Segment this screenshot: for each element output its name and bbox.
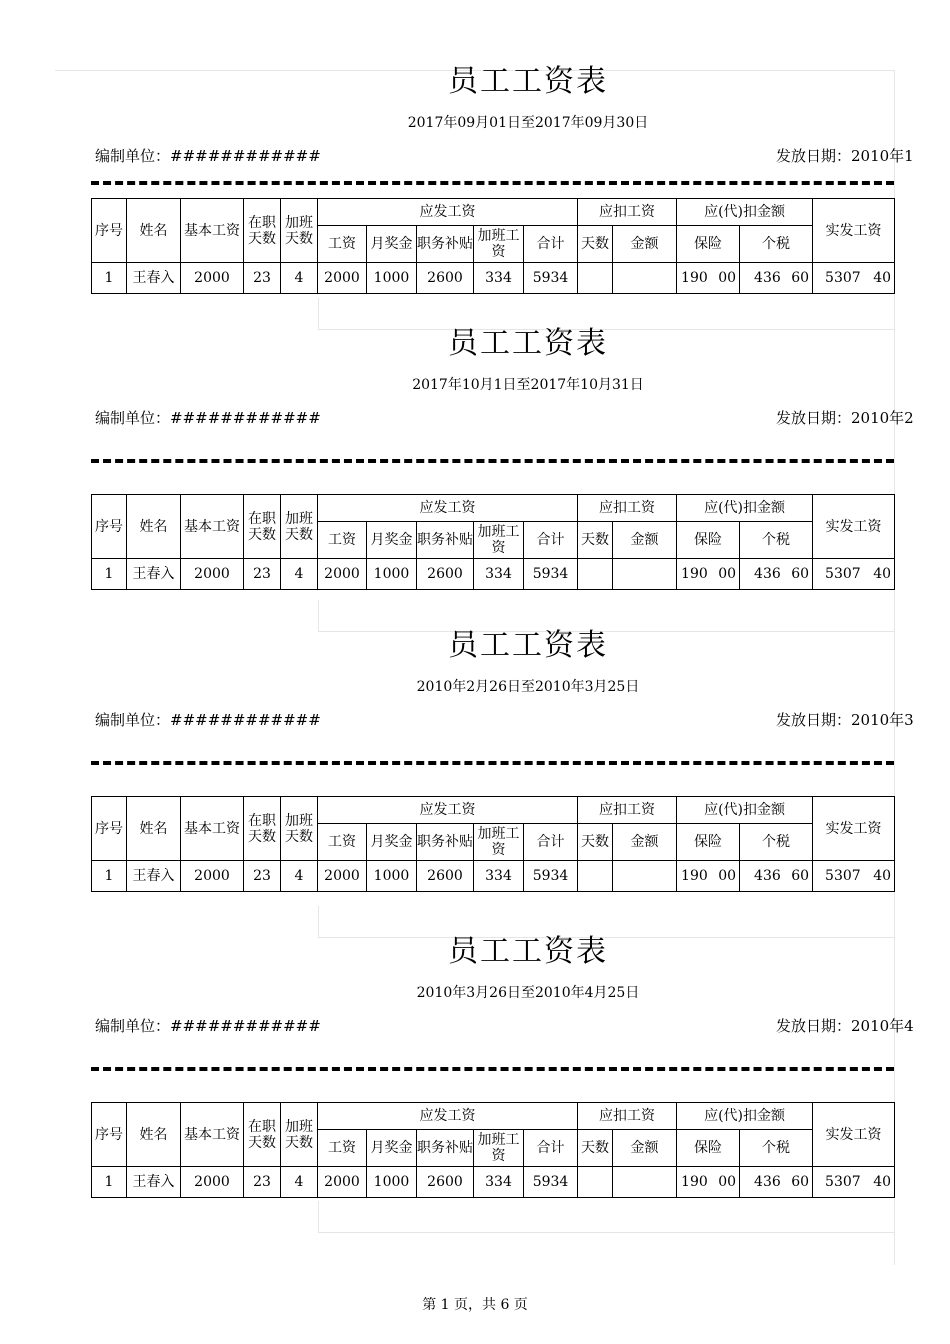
header-overtime-days: 加班天数 [281, 797, 318, 861]
cell-insurance [677, 861, 740, 892]
header-net-pay: 实发工资 [813, 1103, 895, 1167]
header-insurance: 保险 [677, 522, 740, 559]
header-deduction: 应扣工资 [578, 495, 677, 522]
header-tax: 个税 [740, 824, 813, 861]
header-base-salary: 基本工资 [181, 199, 244, 263]
cell-bonus: 1000 [367, 861, 417, 892]
header-days-employed: 在职天数 [244, 199, 281, 263]
header-overtime-pay: 加班工资 [474, 226, 524, 263]
cell-tax [740, 1167, 813, 1198]
header-gross-pay: 应发工资 [318, 797, 578, 824]
tax-decimal: 60 [791, 868, 810, 884]
cell-total: 5934 [524, 861, 578, 892]
tax-integer: 436 [754, 1174, 781, 1190]
cell-ot-days: 4 [281, 861, 318, 892]
header-base-salary: 基本工资 [181, 495, 244, 559]
cell-name: 王春入 [127, 861, 181, 892]
cell-wage: 2000 [318, 559, 367, 590]
header-name: 姓名 [127, 797, 181, 861]
header-tax: 个税 [740, 522, 813, 559]
header-total: 合计 [524, 824, 578, 861]
header-net-pay: 实发工资 [813, 797, 895, 861]
net-integer: 5307 [825, 1174, 861, 1190]
salary-table [91, 1102, 895, 1198]
cell-tax [740, 559, 813, 590]
cell-seq: 1 [92, 861, 127, 892]
pay-period: 2017年09月01日至2017年09月30日 [407, 115, 649, 131]
cell-ot-pay: 334 [474, 559, 524, 590]
cell-ded-amount [613, 263, 677, 294]
header-insurance: 保险 [677, 824, 740, 861]
cell-base: 2000 [181, 861, 244, 892]
table-row [92, 861, 895, 892]
header-days-employed: 在职天数 [244, 1103, 281, 1167]
cell-days: 23 [244, 861, 281, 892]
cell-allowance: 2600 [417, 1167, 474, 1198]
salary-sheet-4 [0, 934, 950, 1240]
header-deduction-amount: 金额 [613, 226, 677, 263]
cell-ded-days [578, 559, 613, 590]
cell-ot-pay: 334 [474, 861, 524, 892]
header-overtime-days: 加班天数 [281, 495, 318, 559]
pay-date: 发放日期：2010年3 [776, 711, 914, 729]
cell-ot-days: 4 [281, 1167, 318, 1198]
insurance-integer: 190 [681, 270, 708, 286]
header-name: 姓名 [127, 199, 181, 263]
header-wage: 工资 [318, 226, 367, 263]
cell-tax [740, 861, 813, 892]
page-number: 第 1 页，共 6 页 [422, 1297, 528, 1313]
cell-name: 王春入 [127, 1167, 181, 1198]
header-gross-pay: 应发工资 [318, 1103, 578, 1130]
sheet-title: 员工工资表 [448, 64, 608, 99]
cell-days: 23 [244, 263, 281, 294]
cell-name: 王春入 [127, 559, 181, 590]
header-wage: 工资 [318, 1130, 367, 1167]
cell-insurance [677, 559, 740, 590]
salary-sheet-3 [0, 628, 950, 934]
header-overtime-days: 加班天数 [281, 1103, 318, 1167]
cell-days: 23 [244, 1167, 281, 1198]
header-days-employed: 在职天数 [244, 797, 281, 861]
cell-tax [740, 263, 813, 294]
sheet-title: 员工工资表 [448, 628, 608, 663]
header-allowance: 职务补贴 [417, 824, 474, 861]
header-wage: 工资 [318, 824, 367, 861]
cell-allowance: 2600 [417, 861, 474, 892]
dashed-divider [91, 181, 894, 185]
sheet-title: 员工工资表 [448, 934, 608, 969]
tax-decimal: 60 [791, 1174, 810, 1190]
header-deduction-amount: 金额 [613, 1130, 677, 1167]
header-deduction: 应扣工资 [578, 199, 677, 226]
cell-allowance: 2600 [417, 263, 474, 294]
header-deduction-days: 天数 [578, 824, 613, 861]
header-withholding: 应(代)扣金额 [677, 199, 813, 226]
header-seq: 序号 [92, 199, 127, 263]
net-decimal: 40 [873, 566, 892, 582]
header-overtime-days: 加班天数 [281, 199, 318, 263]
cell-ded-days [578, 263, 613, 294]
header-gross-pay: 应发工资 [318, 199, 578, 226]
cell-wage: 2000 [318, 861, 367, 892]
header-deduction: 应扣工资 [578, 797, 677, 824]
insurance-decimal: 00 [718, 270, 737, 286]
net-decimal: 40 [873, 270, 892, 286]
cell-base: 2000 [181, 559, 244, 590]
header-bonus: 月奖金 [367, 824, 417, 861]
net-decimal: 40 [873, 868, 892, 884]
dashed-divider [91, 761, 894, 765]
salary-table [91, 494, 895, 590]
header-overtime-pay: 加班工资 [474, 824, 524, 861]
salary-table [91, 198, 895, 294]
pay-date: 发放日期：2010年1 [776, 147, 914, 165]
cell-total: 5934 [524, 1167, 578, 1198]
cell-wage: 2000 [318, 1167, 367, 1198]
header-allowance: 职务补贴 [417, 226, 474, 263]
header-gross-pay: 应发工资 [318, 495, 578, 522]
cell-net [813, 1167, 895, 1198]
header-days-employed: 在职天数 [244, 495, 281, 559]
cell-net [813, 559, 895, 590]
header-name: 姓名 [127, 1103, 181, 1167]
insurance-decimal: 00 [718, 566, 737, 582]
cell-ot-days: 4 [281, 559, 318, 590]
pay-period: 2010年2月26日至2010年3月25日 [416, 679, 640, 695]
cell-base: 2000 [181, 1167, 244, 1198]
header-name: 姓名 [127, 495, 181, 559]
header-allowance: 职务补贴 [417, 522, 474, 559]
header-tax: 个税 [740, 1130, 813, 1167]
cell-net [813, 861, 895, 892]
tax-integer: 436 [754, 270, 781, 286]
cell-ot-pay: 334 [474, 263, 524, 294]
net-decimal: 40 [873, 1174, 892, 1190]
issuing-unit: 编制单位：############ [95, 147, 321, 165]
cell-bonus: 1000 [367, 263, 417, 294]
tax-integer: 436 [754, 566, 781, 582]
header-base-salary: 基本工资 [181, 797, 244, 861]
cell-total: 5934 [524, 263, 578, 294]
table-row [92, 559, 895, 590]
cell-ded-amount [613, 1167, 677, 1198]
header-tax: 个税 [740, 226, 813, 263]
tax-decimal: 60 [791, 566, 810, 582]
pay-date: 发放日期：2010年2 [776, 409, 914, 427]
cell-ot-days: 4 [281, 263, 318, 294]
cell-ot-pay: 334 [474, 1167, 524, 1198]
salary-sheet-2 [0, 326, 950, 632]
pay-period: 2017年10月1日至2017年10月31日 [412, 377, 644, 393]
cell-wage: 2000 [318, 263, 367, 294]
net-integer: 5307 [825, 270, 861, 286]
header-deduction-days: 天数 [578, 522, 613, 559]
cell-days: 23 [244, 559, 281, 590]
header-seq: 序号 [92, 1103, 127, 1167]
cell-seq: 1 [92, 263, 127, 294]
cell-ded-days [578, 1167, 613, 1198]
header-withholding: 应(代)扣金额 [677, 797, 813, 824]
cell-seq: 1 [92, 559, 127, 590]
pay-period: 2010年3月26日至2010年4月25日 [416, 985, 640, 1001]
insurance-integer: 190 [681, 868, 708, 884]
header-total: 合计 [524, 1130, 578, 1167]
header-deduction-amount: 金额 [613, 824, 677, 861]
issuing-unit: 编制单位：############ [95, 1017, 321, 1035]
cell-total: 5934 [524, 559, 578, 590]
header-allowance: 职务补贴 [417, 1130, 474, 1167]
header-wage: 工资 [318, 522, 367, 559]
header-insurance: 保险 [677, 226, 740, 263]
salary-table [91, 796, 895, 892]
header-deduction-days: 天数 [578, 226, 613, 263]
issuing-unit: 编制单位：############ [95, 409, 321, 427]
header-insurance: 保险 [677, 1130, 740, 1167]
header-bonus: 月奖金 [367, 522, 417, 559]
header-withholding: 应(代)扣金额 [677, 495, 813, 522]
header-overtime-pay: 加班工资 [474, 522, 524, 559]
cell-seq: 1 [92, 1167, 127, 1198]
tax-decimal: 60 [791, 270, 810, 286]
header-overtime-pay: 加班工资 [474, 1130, 524, 1167]
dashed-divider [91, 1067, 894, 1071]
cell-name: 王春入 [127, 263, 181, 294]
insurance-decimal: 00 [718, 1174, 737, 1190]
header-seq: 序号 [92, 495, 127, 559]
header-withholding: 应(代)扣金额 [677, 1103, 813, 1130]
header-bonus: 月奖金 [367, 226, 417, 263]
cell-ded-amount [613, 559, 677, 590]
table-row [92, 1167, 895, 1198]
cell-base: 2000 [181, 263, 244, 294]
insurance-integer: 190 [681, 566, 708, 582]
net-integer: 5307 [825, 566, 861, 582]
pay-date: 发放日期：2010年4 [776, 1017, 914, 1035]
insurance-decimal: 00 [718, 868, 737, 884]
header-deduction-days: 天数 [578, 1130, 613, 1167]
insurance-integer: 190 [681, 1174, 708, 1190]
cell-ded-days [578, 861, 613, 892]
header-seq: 序号 [92, 797, 127, 861]
header-total: 合计 [524, 226, 578, 263]
cell-bonus: 1000 [367, 1167, 417, 1198]
header-net-pay: 实发工资 [813, 199, 895, 263]
cell-allowance: 2600 [417, 559, 474, 590]
sheet-title: 员工工资表 [448, 326, 608, 361]
cell-ded-amount [613, 861, 677, 892]
header-bonus: 月奖金 [367, 1130, 417, 1167]
header-net-pay: 实发工资 [813, 495, 895, 559]
cell-insurance [677, 1167, 740, 1198]
dashed-divider [91, 459, 894, 463]
cell-bonus: 1000 [367, 559, 417, 590]
table-row [92, 263, 895, 294]
tax-integer: 436 [754, 868, 781, 884]
cell-net [813, 263, 895, 294]
header-base-salary: 基本工资 [181, 1103, 244, 1167]
header-deduction: 应扣工资 [578, 1103, 677, 1130]
header-deduction-amount: 金额 [613, 522, 677, 559]
header-total: 合计 [524, 522, 578, 559]
cell-insurance [677, 263, 740, 294]
issuing-unit: 编制单位：############ [95, 711, 321, 729]
net-integer: 5307 [825, 868, 861, 884]
